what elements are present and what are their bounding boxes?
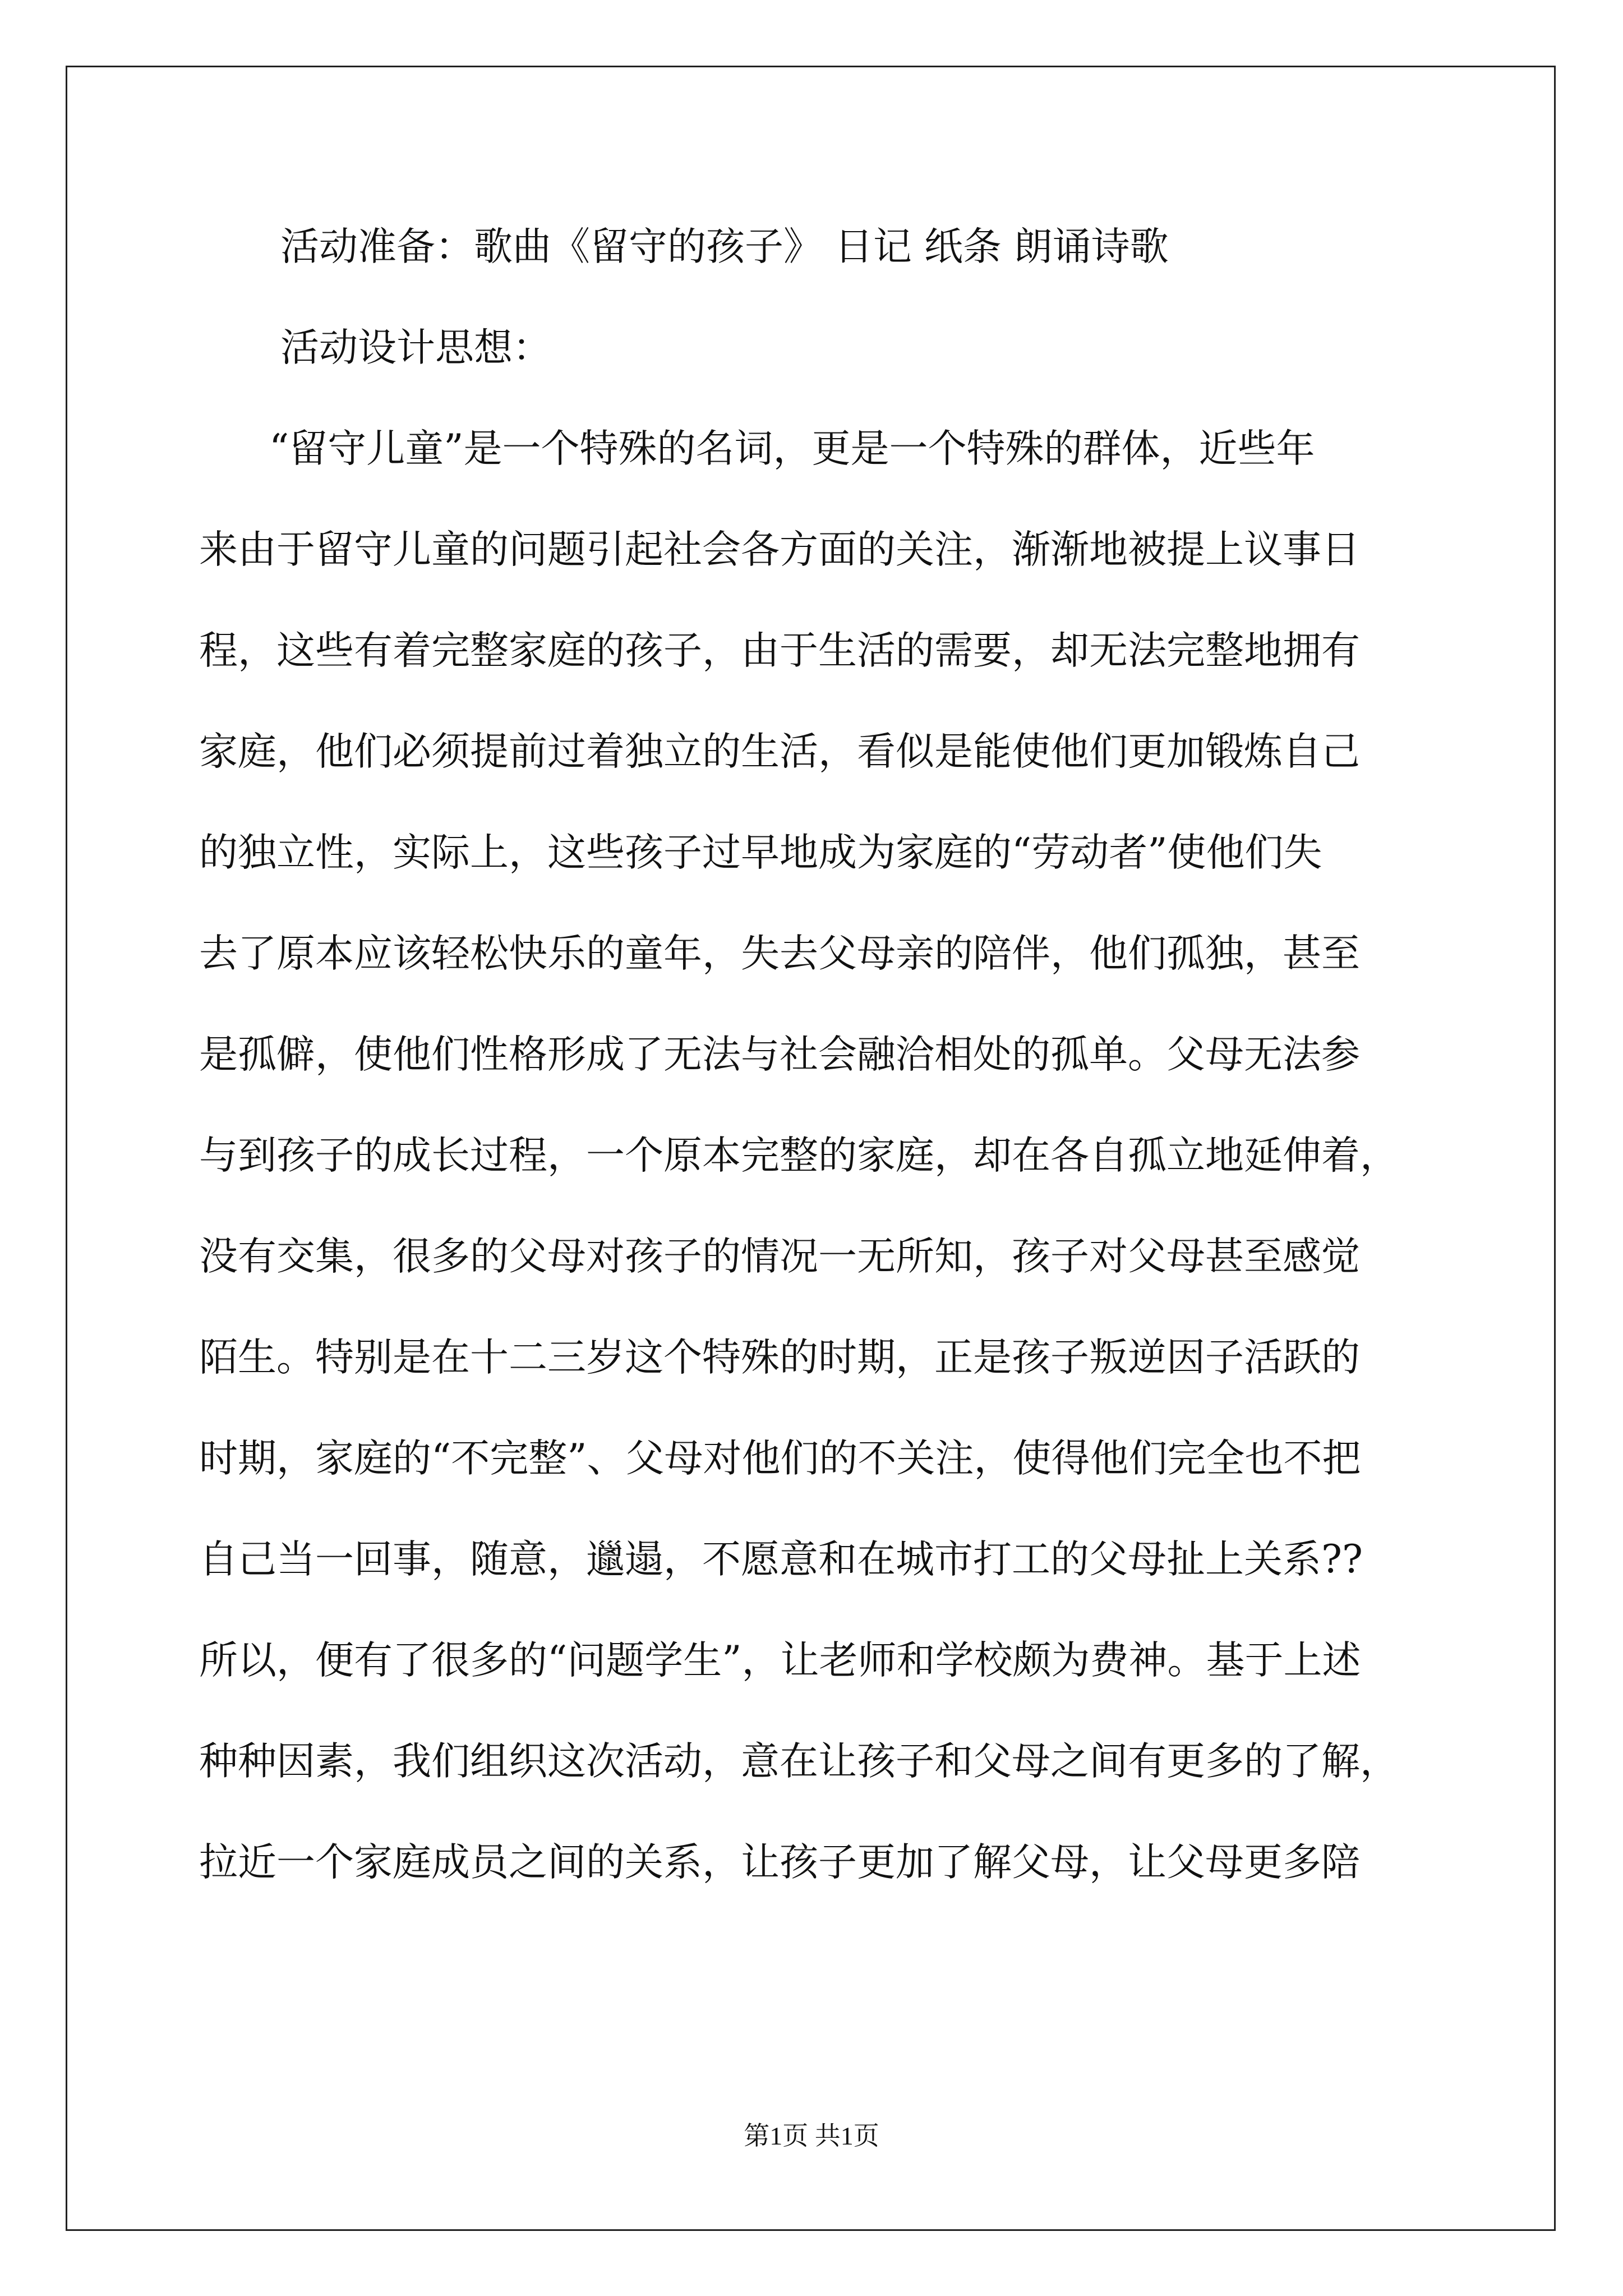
- body-line: “留守儿童”是一个特殊的名词，更是一个特殊的群体，近些年: [269, 426, 1315, 471]
- body-line: 来由于留守儿童的问题引起社会各方面的关注，渐渐地被提上议事日: [199, 527, 1360, 572]
- body-line: 没有交集，很多的父母对孩子的情况一无所知，孩子对父母甚至感觉: [199, 1234, 1360, 1279]
- body-line: 去了原本应该轻松快乐的童年，失去父母亲的陪伴，他们孤独，甚至: [199, 931, 1360, 976]
- page-footer: 第1页 共1页: [744, 2122, 879, 2150]
- design-idea-heading: 活动设计思想：: [280, 325, 551, 370]
- body-line: 自己当一回事，随意，邋遢，不愿意和在城市打工的父母扯上关系??: [199, 1537, 1363, 1582]
- body-line: 陌生。特别是在十二三岁这个特殊的时期，正是孩子叛逆因子活跃的: [199, 1335, 1360, 1380]
- activity-preparation-line: 活动准备：歌曲《留守的孩子》 日记 纸条 朗诵诗歌: [280, 224, 1169, 269]
- body-line: 种种因素，我们组织这次活动，意在让孩子和父母之间有更多的了解，: [199, 1739, 1399, 1784]
- body-line: 的独立性，实际上，这些孩子过早地成为家庭的“劳动者”使他们失: [199, 830, 1322, 875]
- body-line: 拉近一个家庭成员之间的关系，让孩子更加了解父母，让父母更多陪: [199, 1840, 1360, 1885]
- body-line: 家庭，他们必须提前过着独立的生活，看似是能使他们更加锻炼自己: [199, 729, 1360, 774]
- body-line: 程，这些有着完整家庭的孩子，由于生活的需要，却无法完整地拥有: [199, 628, 1360, 673]
- body-line: 与到孩子的成长过程，一个原本完整的家庭，却在各自孤立地延伸着，: [199, 1133, 1399, 1178]
- body-line: 时期，家庭的“不完整”、父母对他们的不关注，使得他们完全也不把: [199, 1436, 1361, 1481]
- body-line: 是孤僻，使他们性格形成了无法与社会融洽相处的孤单。父母无法参: [199, 1032, 1360, 1077]
- body-line: 所以，便有了很多的“问题学生”，让老师和学校颇为费神。基于上述: [199, 1638, 1361, 1683]
